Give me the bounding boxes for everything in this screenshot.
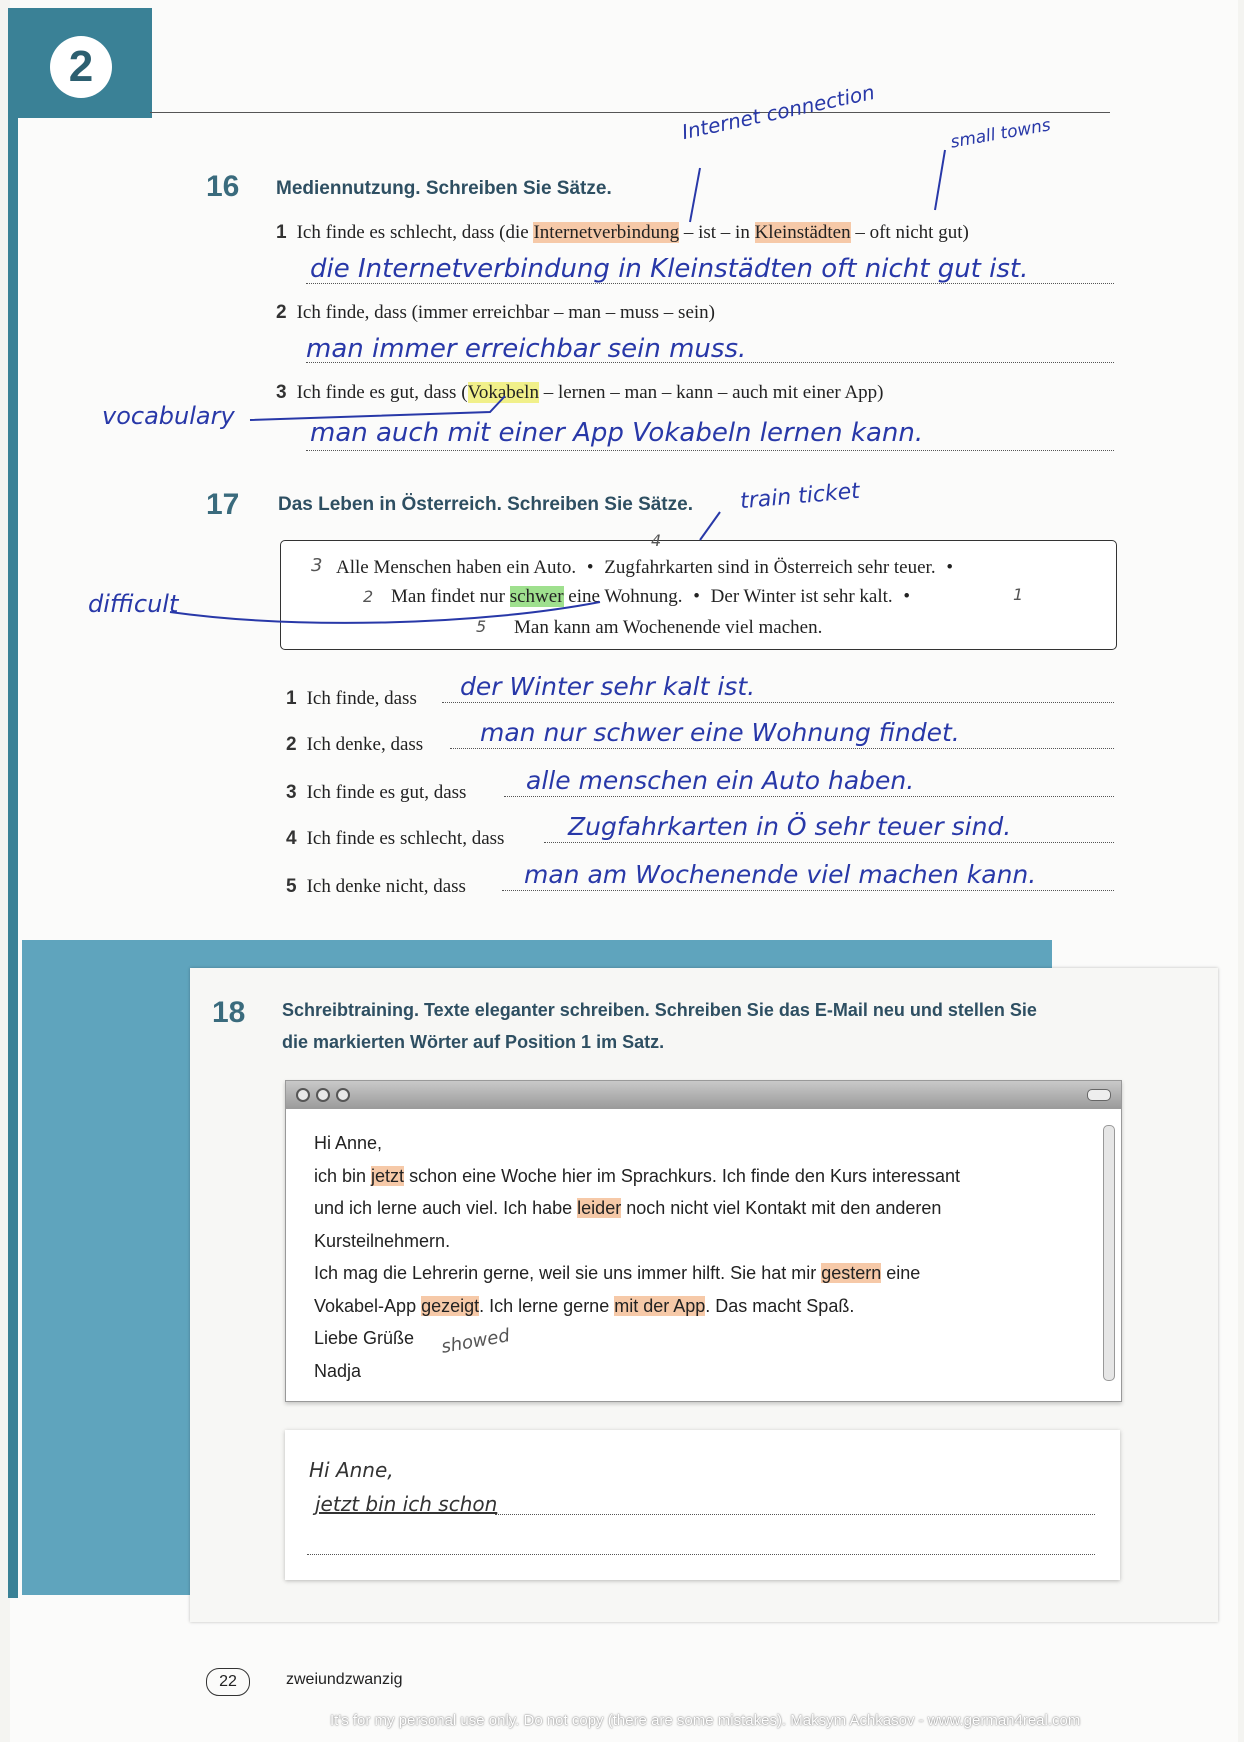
highlight: Kleinstädten xyxy=(754,222,851,243)
exercise-17-title: Das Leben in Österreich. Schreiben Sie Sätze. xyxy=(278,494,693,515)
note-internet-connection: Internet connection xyxy=(679,79,877,145)
exercise-16-number: 16 xyxy=(206,170,240,203)
page-number-word: zweiundzwanzig xyxy=(286,1671,403,1688)
order-mark: 5 xyxy=(476,617,487,636)
ex16-answer-1: die Internetverbindung in Kleinstädten oft nicht gut ist. xyxy=(310,254,1029,284)
exercise-17-number: 17 xyxy=(206,488,240,521)
ex17-answer-1: der Winter sehr kalt ist. xyxy=(460,672,756,701)
ex17-answer-4: Zugfahrkarten in Ö sehr teuer sind. xyxy=(568,812,1012,841)
exercise-18-title-line-2: die markierten Wörter auf Position 1 im Satz. xyxy=(282,1032,665,1052)
item-number: 3 xyxy=(276,382,287,403)
page-number: 22 xyxy=(206,1668,250,1696)
ex16-answer-3: man auch mit einer App Vokabeln lernen kann. xyxy=(310,418,924,448)
ex17-answer-5: man am Wochenende viel machen kann. xyxy=(524,860,1037,889)
ex17-item-4: 4 Ich finde es schlecht, dass xyxy=(286,828,505,849)
ex16-item-2: 2 Ich finde, dass (immer erreichbar – man – muss – sein) xyxy=(276,302,715,323)
box-line-2: Man findet nur schwer eine Wohnung. • Der Winter ist sehr kalt. • xyxy=(391,586,911,607)
box-line-3: Man kann am Wochenende viel machen. xyxy=(514,617,823,638)
exercise-18-number: 18 xyxy=(212,996,246,1029)
note-small-towns: small towns xyxy=(949,115,1053,153)
ex17-answer-3: alle menschen ein Auto haben. xyxy=(526,766,915,795)
ex17-item-1: 1 Ich finde, dass xyxy=(286,688,417,709)
exercise-16-title: Mediennutzung. Schreiben Sie Sätze. xyxy=(276,178,612,199)
highlight: Vokabeln xyxy=(467,382,539,403)
ex16-answer-2: man immer erreichbar sein muss. xyxy=(306,334,747,364)
ex17-item-5: 5 Ich denke nicht, dass xyxy=(286,876,466,897)
highlight: Internetverbindung xyxy=(533,222,680,243)
order-mark: 4 xyxy=(651,531,662,550)
highlight: jetzt xyxy=(371,1165,405,1186)
watermark: It's for my personal use only. Do not copy (there are some mistakes). Maksym Achkasov - www.german4real.com xyxy=(330,1712,1081,1729)
item-number: 1 xyxy=(276,222,287,243)
answer-line-1: Hi Anne, xyxy=(309,1458,394,1482)
highlight: gestern xyxy=(821,1263,882,1283)
pointer-stroke xyxy=(700,512,720,540)
order-mark: 2 xyxy=(363,587,374,606)
pointer-stroke xyxy=(170,602,600,623)
ex17-item-3: 3 Ich finde es gut, dass xyxy=(286,782,467,803)
highlight: schwer xyxy=(509,586,564,607)
email-body: Hi Anne, ich bin jetzt schon eine Woche hier im Sprachkurs. Ich finde den Kurs interessant und ich lerne auch viel. Ich habe leider noch nicht viel Kontakt mit den anderen Kursteilnehmern. Ich mag die Lehrerin gerne, weil sie uns immer hilft. Sie hat mir gestern eine Vokabel-App gezeigt. Ich lerne gerne mit der App. Das macht Spaß. Liebe Grüße Nadja xyxy=(314,1133,961,1381)
ex17-item-2: 2 Ich denke, dass xyxy=(286,734,424,755)
note-showed: showed xyxy=(439,1325,512,1358)
order-mark: 3 xyxy=(311,555,323,576)
highlight: gezeigt xyxy=(421,1295,480,1316)
note-train-ticket: train ticket xyxy=(739,478,861,515)
note-vocabulary: vocabulary xyxy=(102,402,235,430)
ex17-answer-2: man nur schwer eine Wohnung findet. xyxy=(480,718,960,747)
order-mark: 1 xyxy=(1013,585,1024,604)
answer-line-2: jetzt bin ich schon xyxy=(315,1492,498,1516)
item-number: 2 xyxy=(276,302,287,323)
pointer-stroke xyxy=(935,150,945,210)
highlight: mit der App xyxy=(614,1295,706,1316)
exercise-18-title-line-1: Schreibtraining. Texte eleganter schreiben. Schreiben Sie das E-Mail neu und stellen Sie xyxy=(282,1000,1037,1020)
box-line-1: Alle Menschen haben ein Auto. • Zugfahrkarten sind in Österreich sehr teuer. • xyxy=(336,557,953,578)
highlight: leider xyxy=(577,1198,622,1218)
ex16-item-3: 3 Ich finde es gut, dass (Vokabeln – lernen – man – kann – auch mit einer App) xyxy=(276,382,884,403)
pointer-stroke xyxy=(250,396,505,420)
ex16-item-1: 1 Ich finde es schlecht, dass (die Internetverbindung – ist – in Kleinstädten – oft nicht gut) xyxy=(276,222,969,243)
note-difficult: difficult xyxy=(88,590,179,618)
chapter-number: 2 xyxy=(50,36,112,98)
pointer-stroke xyxy=(690,168,700,222)
